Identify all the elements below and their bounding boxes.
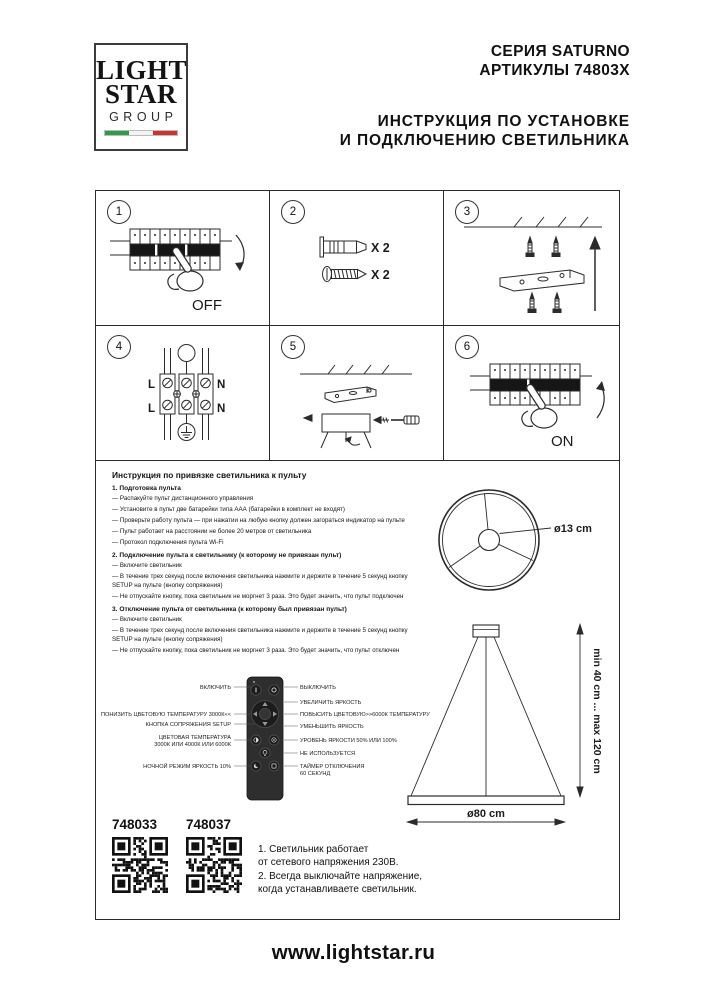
remote-label: ПОВЫСИТЬ ЦВЕТОВУЮ>>6000К ТЕМПЕРАТУРУ <box>300 712 430 718</box>
note-line: 2. Всегда выключайте напряжение, <box>258 870 423 882</box>
logo-star: STAR <box>104 79 178 110</box>
screw-up-icon <box>528 293 536 313</box>
screw-up-icon <box>553 293 561 313</box>
remote-label: ВЫКЛЮЧИТЬ <box>300 685 336 691</box>
dowel-qty-label: X 2 <box>371 241 390 255</box>
instruction-section <box>112 606 420 655</box>
instructions-title: Инструкция по привязке светильника к пульту <box>112 470 307 480</box>
step-5-panel <box>270 326 444 461</box>
screw-icon <box>323 267 367 282</box>
bracket-mounting-icon <box>444 191 618 324</box>
instruction-line: — Установите в пульт две батарейки типа ААА (батарейки в комплект не входят) <box>112 505 345 513</box>
remote-label: НЕ ИСПОЛЬЗУЕТСЯ <box>300 751 356 757</box>
instruction-section <box>112 552 420 601</box>
dimension-leader-line <box>500 528 552 534</box>
screw-qty-label: X 2 <box>371 268 390 282</box>
timer-button <box>269 761 279 771</box>
pairing-instructions <box>112 470 420 657</box>
italian-flag-icon <box>104 130 178 136</box>
neutral-label: N <box>217 379 226 391</box>
ring-diameter-label: ø80 cm <box>467 808 505 820</box>
section-heading: 1. Подготовка пульта <box>112 485 181 492</box>
step-6-panel <box>444 326 619 461</box>
instruction-line: — В течение трех секунд после включения светильника нажмите и держите в течение 5 секунд кнопку SETUP на пульте (кнопку сопряжения) <box>112 573 408 590</box>
breaker-off-icon <box>96 191 270 324</box>
article-number: 748037 <box>186 817 232 832</box>
on-label: ON <box>551 433 574 450</box>
note-line: от сетевого напряжения 230В. <box>258 857 399 869</box>
qr-code-748037 <box>186 837 242 893</box>
lamp-side-view-diagram <box>400 615 615 835</box>
website-url: www.lightstar.ru <box>271 941 436 964</box>
unused-button <box>260 748 270 758</box>
remote-label: 60 СЕКУНД <box>300 771 331 777</box>
screw-up-icon <box>552 237 560 257</box>
logo-group: GROUP <box>109 109 178 124</box>
setup-button <box>259 708 270 719</box>
instruction-line: — Проверьте работу пульта — при нажатии на любую кнопку должен загораться индикатор на пульте <box>112 516 405 524</box>
center-hub-icon <box>479 530 500 551</box>
ceiling-canopy-icon <box>473 625 499 637</box>
luminaire-symbol-icon <box>178 345 195 362</box>
instruction-line: — Распакуйте пульт дистанционного управления <box>112 495 254 502</box>
note-line: 1. Светильник работает <box>258 844 369 855</box>
series-name: СЕРИЯ SATURNO <box>490 43 630 60</box>
ground-symbol-icon <box>178 424 195 441</box>
screw-up-icon <box>526 237 534 257</box>
instruction-line: — Протокол подключения пульта Wi-Fi <box>112 538 224 546</box>
mounting-bracket-icon <box>325 387 376 403</box>
canopy-fixing-icon <box>270 326 444 459</box>
document-title: ИНСТРУКЦИЯ ПО УСТАНОВКЕ И ПОДКЛЮЧЕНИЮ СВЕТИЛЬНИКА <box>339 113 630 149</box>
hub-diameter-label: ø13 cm <box>554 523 592 535</box>
remote-label: УМЕНЬШИТЬ ЯРКОСТЬ <box>300 724 364 730</box>
remote-control-diagram <box>100 670 450 820</box>
screwdriver-icon <box>374 416 419 424</box>
article-number: 748033 <box>112 817 158 832</box>
step-number: 2 <box>281 200 305 224</box>
outer-ring-icon <box>439 490 539 590</box>
logo-light: LIGHT <box>96 55 188 85</box>
step-number: 1 <box>107 200 131 224</box>
remote-label: 3000К ИЛИ 4000К ИЛИ 6000К <box>154 742 231 748</box>
power-off-button <box>269 685 279 695</box>
section-heading: 2. Подключение пульта к светильнику (к которому не привязан пульт) <box>112 552 342 560</box>
off-label: OFF <box>192 297 222 314</box>
series-block <box>479 42 630 80</box>
remote-label: ЦВЕТОВАЯ ТЕМПЕРАТУРА <box>158 735 231 741</box>
instruction-section <box>112 485 420 547</box>
instruction-line: — Не отпускайте кнопку, пока светильник не моргнет 3 раза. Это будет значить, что пульт отключен <box>112 647 400 655</box>
step-1-panel <box>96 191 270 326</box>
remote-label: КНОПКА СОПРЯЖЕНИЯ SETUP <box>145 722 231 728</box>
ring-luminaire-icon <box>408 796 564 805</box>
instruction-line: — Пульт работает на расстоянии не более 20 метров от светильника <box>112 527 312 535</box>
remote-label: ТАЙМЕР ОТКЛЮЧЕНИЯ <box>300 764 365 770</box>
remote-control-icon <box>247 677 283 800</box>
screw-left-icon <box>304 415 312 421</box>
suspension-wire <box>411 637 478 796</box>
line-label: L <box>148 403 156 415</box>
terminal-block-icon <box>96 326 270 459</box>
line-label: L <box>148 379 156 391</box>
remote-label: НОЧНОЙ РЕЖИМ ЯРКОСТЬ 10% <box>143 764 231 770</box>
breaker-on-icon <box>444 326 618 459</box>
note-line: когда устанавливаете светильник. <box>258 884 417 896</box>
step-number: 4 <box>107 335 131 359</box>
lamp-top-view-diagram <box>418 472 618 602</box>
dowel-icon <box>320 237 366 257</box>
qr-code-748033 <box>112 837 168 893</box>
step-4-panel <box>96 326 270 461</box>
step-number: 6 <box>455 335 479 359</box>
height-range-label: min 40 cm ... max 120 cm <box>591 648 603 774</box>
remote-label: ПОНИЗИТЬ ЦВЕТОВУЮ ТЕМПЕРАТУРУ 3000К<< <box>100 712 231 718</box>
remote-label: УВЕЛИЧИТЬ ЯРКОСТЬ <box>300 700 362 706</box>
safety-notes <box>258 843 422 897</box>
instruction-line: — Включите светильник <box>112 616 182 624</box>
step-2-panel <box>270 191 444 326</box>
step-number: 3 <box>455 200 479 224</box>
lightstar-logo <box>94 43 188 151</box>
step-number: 5 <box>281 335 305 359</box>
fasteners-icon <box>270 191 444 324</box>
canopy-icon <box>322 414 370 432</box>
articles: АРТИКУЛЫ 74803X <box>479 62 630 79</box>
suspension-wire <box>494 637 561 796</box>
mounting-bracket-icon <box>500 270 584 291</box>
section-heading: 3. Отключение пульта от светильника (к которому был привязан пульт) <box>112 606 347 614</box>
remote-led-icon <box>253 681 255 683</box>
remote-label: УРОВЕНЬ ЯРКОСТИ 50% ИЛИ 100% <box>300 738 397 744</box>
instruction-line: — В течение трех секунд после включения светильника нажмите и держите в течение 5 секунд кнопку SETUP на пульте (кнопку сопряжения) <box>112 627 408 644</box>
neutral-label: N <box>217 403 226 415</box>
instruction-line: — Включите светильник <box>112 562 182 570</box>
instruction-line: — Не отпускайте кнопку, пока светильник не моргнет 3 раза. Это будет значить, что пульт подключен <box>112 593 404 601</box>
remote-label: ВКЛЮЧИТЬ <box>200 685 231 691</box>
step-3-panel <box>444 191 619 326</box>
